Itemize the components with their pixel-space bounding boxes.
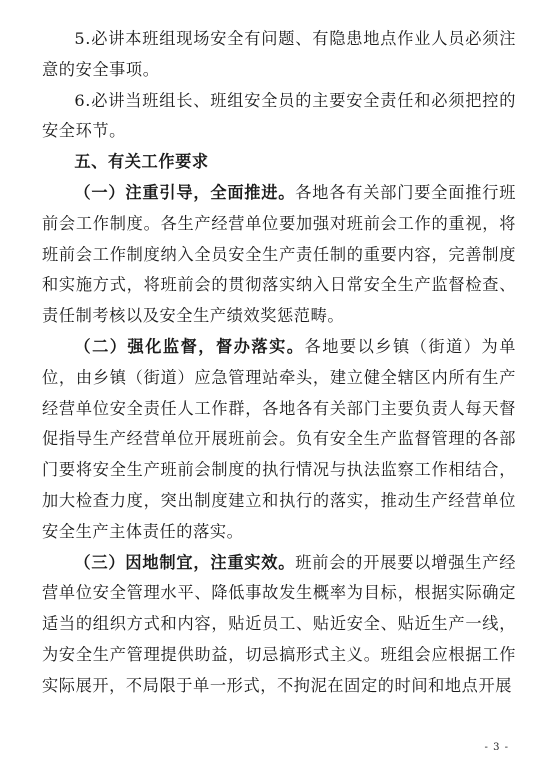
document-page [42,24,516,702]
list-item-6: 6.必讲当班组长、班组安全员的主要安全责任和必须把控的安全环节。 [42,90,516,141]
requirement-1-title: （一）注重引导，全面推进。 [74,182,296,202]
requirement-1 [42,178,516,332]
list-item-5: 5.必讲本班组现场安全有问题、有隐患地点作业人员必须注意的安全事项。 [42,29,516,79]
requirement-2-body: 各地要以乡镇（街道）为单位，由乡镇（街道）应急管理站牵头，建立健全辖区内所有生产经营单位安全责任人工作群，各地各有关部门主要负责人每天督促指导生产经营单位开展班前会。负有安全生产监督管理的各部门要将安全生产班前会制度的执行情况与执法监察工作相结合，加大检查力度，突出制度建立和执行的落实，推动生产经营单位安全生产主体责任的落实。 [42,336,516,541]
section-heading: 五、有关工作要求 [74,152,209,172]
requirement-3-body: 班前会的开展要以增强生产经营单位安全管理水平、降低事故发生概率为目标，根据实际确定适当的组织方式和内容，贴近员工、贴近安全、贴近生产一线，为安全生产管理提供助益，切忌搞形式主义。班组会应根据工作实际展开，不局限于单一形式，不拘泥在固定的时间和地点开展 [42,552,516,695]
requirement-2 [42,332,516,548]
requirement-3-title: （三）因地制宜，注重实效。 [74,552,296,572]
requirement-2-title: （二）强化监督，督办落实。 [74,336,305,356]
requirement-3 [42,548,516,702]
requirement-1-body: 各地各有关部门要全面推行班前会工作制度。各生产经营单位要加强对班前会工作的重视，将班前会工作制度纳入全员安全生产责任制的重要内容，完善制度和实施方式，将班前会的贯彻落实纳入日常安全生产监督检查、责任制考核以及安全生产绩效奖惩范畴。 [42,182,516,326]
page-number: - 3 - [484,742,509,753]
